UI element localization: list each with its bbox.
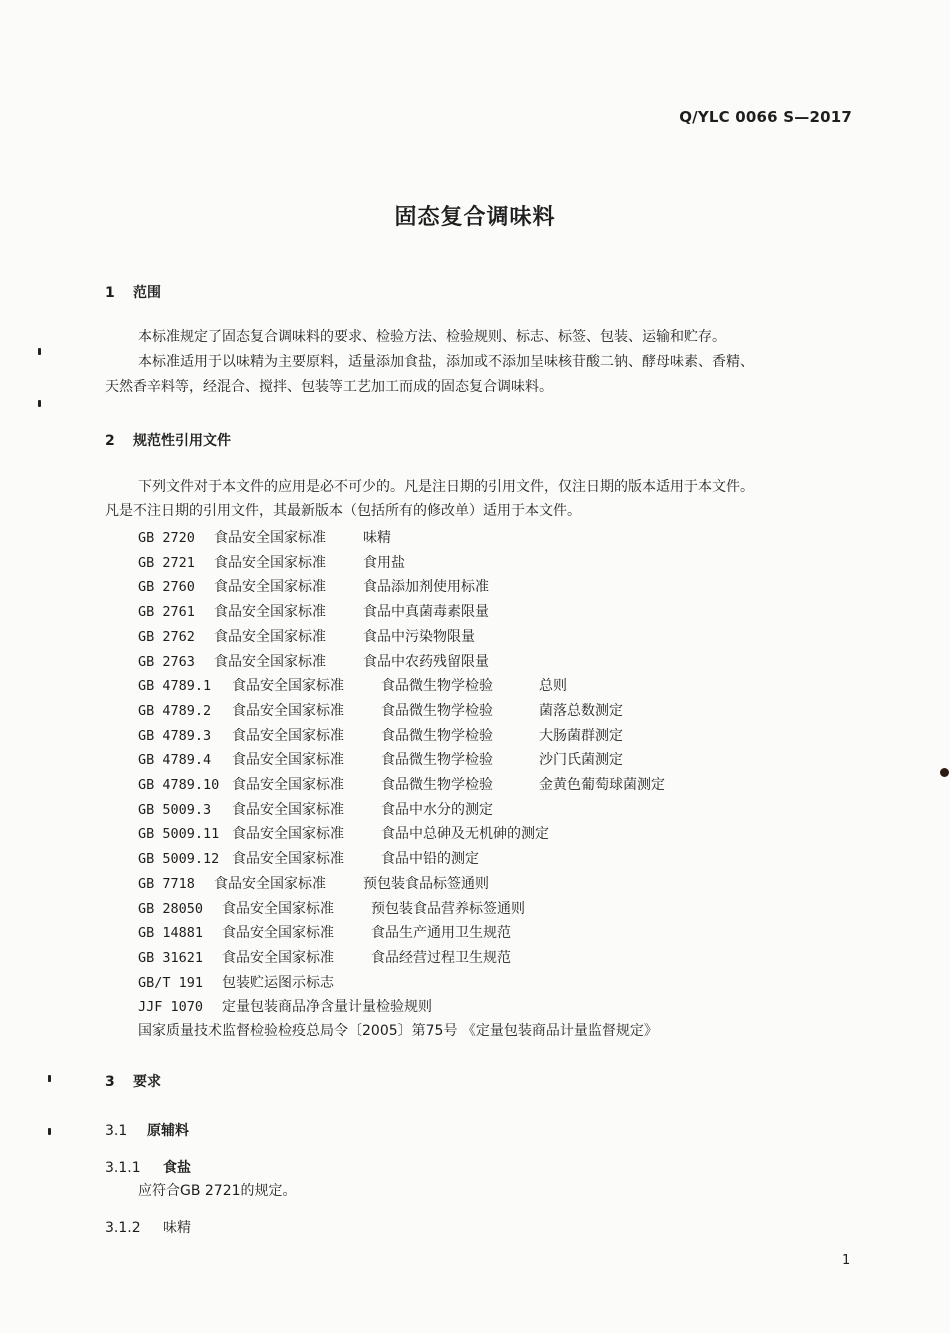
reference-code: GB 2760 bbox=[138, 579, 195, 596]
section-1-heading bbox=[105, 282, 161, 302]
reference-subtitle: 大肠菌群测定 bbox=[539, 727, 623, 744]
reference-category: 食品安全国家标准 bbox=[222, 949, 334, 966]
reference-code: GB 5009.12 bbox=[138, 851, 220, 868]
reference-category: 食品安全国家标准 bbox=[214, 628, 326, 645]
reference-category: 包装贮运图示标志 bbox=[222, 974, 334, 991]
reference-category: 食品安全国家标准 bbox=[232, 678, 344, 695]
section-3-1-heading bbox=[105, 1120, 189, 1140]
section-3-1-2-number: 3.1.2 bbox=[105, 1220, 141, 1236]
reference-code: GB 5009.11 bbox=[138, 826, 220, 843]
reference-code: GB 2763 bbox=[138, 653, 195, 670]
reference-category: 食品安全国家标准 bbox=[214, 653, 326, 670]
reference-item bbox=[138, 898, 525, 918]
reference-item bbox=[138, 725, 623, 745]
reference-category: 食品安全国家标准 bbox=[232, 702, 344, 719]
document-title: 固态复合调味料 bbox=[394, 205, 556, 230]
reference-item bbox=[138, 799, 493, 819]
section-3-1-1-text: 应符合GB 2721的规定。 bbox=[138, 1183, 297, 1199]
reference-code: GB 4789.2 bbox=[138, 702, 212, 719]
reference-category: 食品安全国家标准 bbox=[232, 851, 344, 868]
reference-code: GB 2721 bbox=[138, 554, 195, 571]
reference-item bbox=[138, 823, 549, 843]
reference-category: 食品安全国家标准 bbox=[214, 554, 326, 571]
reference-item bbox=[138, 774, 665, 794]
reference-code: GB 31621 bbox=[138, 949, 204, 966]
reference-title: 食用盐 bbox=[363, 554, 405, 571]
section-3-1-1-number: 3.1.1 bbox=[105, 1160, 141, 1176]
reference-code: GB 2720 bbox=[138, 530, 195, 546]
refs-intro-line-1: 下列文件对于本文件的应用是必不可少的。凡是注日期的引用文件，仅注日期的版本适用于本文件。 bbox=[138, 479, 754, 495]
reference-item bbox=[138, 675, 567, 695]
reference-category: 食品安全国家标准 bbox=[222, 900, 334, 917]
reference-code: GB 4789.1 bbox=[138, 678, 212, 695]
reference-item bbox=[138, 996, 432, 1016]
reference-category: 食品安全国家标准 bbox=[222, 925, 334, 942]
reference-code: GB 7718 bbox=[138, 875, 195, 892]
reference-subtitle: 菌落总数测定 bbox=[539, 702, 623, 719]
section-3-1-number: 3.1 bbox=[105, 1123, 128, 1139]
reference-code: JJF 1070 bbox=[138, 999, 204, 1016]
section-3-1-1-title: 食盐 bbox=[163, 1160, 191, 1176]
reference-category: 食品安全国家标准 bbox=[214, 875, 326, 892]
reference-subtitle: 沙门氏菌测定 bbox=[539, 752, 623, 769]
reference-item bbox=[138, 700, 623, 720]
section-3-title: 要求 bbox=[133, 1074, 161, 1090]
reference-item bbox=[138, 922, 511, 942]
section-3-number: 3 bbox=[105, 1074, 115, 1090]
section-3-heading bbox=[105, 1071, 161, 1091]
reference-item bbox=[138, 601, 489, 621]
reference-title: 食品中污染物限量 bbox=[363, 628, 475, 645]
reference-subtitle: 总则 bbox=[539, 678, 567, 695]
section-1-number: 1 bbox=[105, 285, 115, 301]
reference-title: 食品生产通用卫生规范 bbox=[371, 925, 511, 942]
reference-category: 定量包装商品净含量计量检验规则 bbox=[222, 999, 432, 1016]
reference-title: 食品中农药残留限量 bbox=[363, 653, 489, 670]
reference-item bbox=[138, 848, 479, 868]
reference-item bbox=[138, 651, 489, 671]
reference-title: 食品中水分的测定 bbox=[381, 801, 493, 818]
reference-item bbox=[138, 552, 405, 572]
reference-item bbox=[138, 576, 489, 596]
reference-title: 预包装食品营养标签通则 bbox=[371, 900, 525, 917]
reference-title: 食品微生物学检验 bbox=[381, 777, 493, 793]
reference-title: 食品微生物学检验 bbox=[381, 727, 493, 744]
standard-number: Q/YLC 0066 S—2017 bbox=[679, 108, 852, 126]
reference-title: 食品中真菌毒素限量 bbox=[363, 604, 489, 621]
reference-code: GB 14881 bbox=[138, 925, 204, 942]
reference-category: 食品安全国家标准 bbox=[232, 826, 344, 843]
page-number: 1 bbox=[842, 1253, 851, 1268]
reference-item bbox=[138, 873, 489, 893]
reference-code: GB 4789.3 bbox=[138, 727, 212, 744]
reference-code: GB/T 191 bbox=[138, 974, 204, 991]
reference-code: GB 2761 bbox=[138, 604, 195, 621]
binding-hole-mark bbox=[48, 1075, 51, 1082]
reference-title: 食品经营过程卫生规范 bbox=[371, 949, 511, 966]
reference-category: 食品安全国家标准 bbox=[232, 727, 344, 744]
section-3-1-2-title: 味精 bbox=[163, 1220, 191, 1236]
reference-subtitle: 金黄色葡萄球菌测定 bbox=[539, 777, 665, 793]
reference-category: 食品安全国家标准 bbox=[232, 777, 344, 793]
reference-category: 食品安全国家标准 bbox=[232, 801, 344, 818]
reference-item bbox=[138, 972, 334, 992]
reference-title: 食品微生物学检验 bbox=[381, 702, 493, 719]
section-3-1-1-heading bbox=[105, 1157, 191, 1177]
reference-item bbox=[138, 626, 475, 646]
reference-title: 食品中总砷及无机砷的测定 bbox=[381, 826, 549, 843]
reference-code: GB 4789.4 bbox=[138, 752, 212, 769]
decree-reference: 国家质量技术监督检验检疫总局令〔2005〕第75号 《定量包装商品计量监督规定》 bbox=[138, 1023, 658, 1039]
reference-title: 食品添加剂使用标准 bbox=[363, 579, 489, 596]
section-2-number: 2 bbox=[105, 433, 115, 449]
section-2-heading bbox=[105, 430, 231, 450]
scope-paragraph-1: 本标准规定了固态复合调味料的要求、检验方法、检验规则、标志、标签、包装、运输和贮存。 bbox=[138, 329, 726, 345]
binding-hole-mark bbox=[38, 400, 41, 407]
reference-code: GB 5009.3 bbox=[138, 801, 212, 818]
scan-smudge bbox=[940, 768, 949, 777]
refs-intro-line-2: 凡是不注日期的引用文件，其最新版本（包括所有的修改单）适用于本文件。 bbox=[105, 503, 581, 519]
reference-item bbox=[138, 749, 623, 769]
reference-code: GB 28050 bbox=[138, 900, 204, 917]
scope-paragraph-2-line-1: 本标准适用于以味精为主要原料，适量添加食盐，添加或不添加呈味核苷酸二钠、酵母味素、香精、 bbox=[138, 354, 754, 370]
section-1-title: 范围 bbox=[133, 285, 161, 301]
reference-title: 预包装食品标签通则 bbox=[363, 875, 489, 892]
reference-item bbox=[138, 947, 511, 967]
reference-code: GB 2762 bbox=[138, 628, 195, 645]
reference-category: 食品安全国家标准 bbox=[214, 604, 326, 621]
reference-code: GB 4789.10 bbox=[138, 777, 220, 793]
reference-title: 味精 bbox=[363, 530, 391, 546]
section-2-title: 规范性引用文件 bbox=[133, 433, 231, 449]
binding-hole-mark bbox=[48, 1128, 51, 1135]
reference-category: 食品安全国家标准 bbox=[214, 530, 326, 546]
reference-item bbox=[138, 527, 391, 547]
reference-title: 食品微生物学检验 bbox=[381, 752, 493, 769]
reference-category: 食品安全国家标准 bbox=[232, 752, 344, 769]
section-3-1-title: 原辅料 bbox=[147, 1123, 189, 1139]
reference-category: 食品安全国家标准 bbox=[214, 579, 326, 596]
reference-title: 食品微生物学检验 bbox=[381, 678, 493, 695]
scope-paragraph-2-line-2: 天然香辛料等，经混合、搅拌、包装等工艺加工而成的固态复合调味料。 bbox=[105, 379, 553, 395]
binding-hole-mark bbox=[38, 348, 41, 355]
section-3-1-2-heading bbox=[105, 1217, 191, 1237]
reference-title: 食品中铅的测定 bbox=[381, 851, 479, 868]
